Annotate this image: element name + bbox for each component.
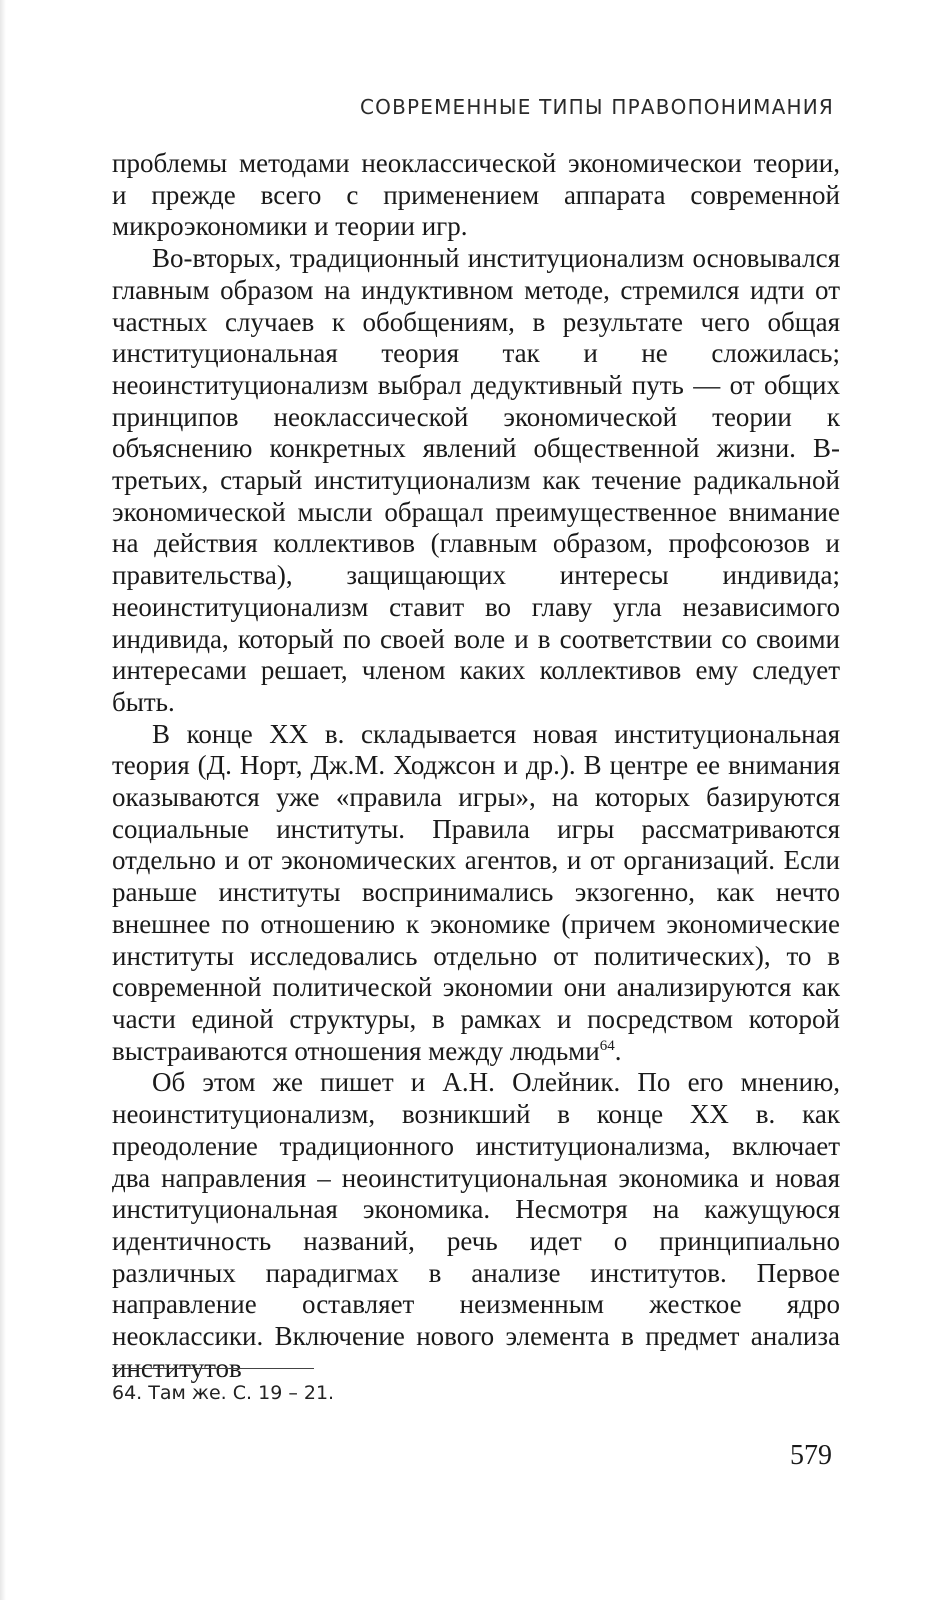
paragraph-2: Во-вторых, традиционный институционализм основывался главным образом на индуктивном методе, стремился идти от частных случаев к обобщениям, в результате чего общая институциональная теория так и не сложилась; неоинституционализм выбрал дедуктивный путь — от общих принципов неоклассической экономической теории к объяснению конкретных явлений общественной жизни. В-третьих, старый институционализм как течение радикальной экономической мысли обращал преимущественное внимание на действия коллективов (главным образом, профсоюзов и правительства), защищающих интересы индивида; неоинституционализм ставит во главу угла независимого индивида, который по своей воле и в соответствии со своими интересами решает, членом каких коллективов ему следует быть. <box>112 243 840 717</box>
footnote-64: 64. Там же. С. 19 – 21. <box>112 1382 335 1404</box>
paragraph-1: проблемы методами неоклассической экономическои теории, и прежде всего с применением аппарата современной микроэкономики и теории игр. <box>112 148 840 242</box>
body-text <box>112 148 840 1384</box>
page-number: 579 <box>790 1440 832 1471</box>
paragraph-4: Об этом же пишет и А.Н. Олейник. По его мнению, неоинституционализм, возникший в конце XX в. как преодоление традиционного институционализма, включает два направления – неоинституциональная экономика и новая институциональная экономика. Несмотря на кажущуюся идентичность названий, речь идет о принципиально различных парадигмах в анализе институтов. Первое направление оставляет неизменным жесткое ядро неоклассики. Включение нового элемента в предмет анализа институтов <box>112 1067 840 1383</box>
paragraph-3 <box>112 719 840 1068</box>
paragraph-3-text: В конце XX в. складывается новая институциональная теория (Д. Норт, Дж.М. Ходжсон и др.). В центре ее внимания оказываются уже «правила игры», на которых базируются социальные институты. Правила игры рассматриваются отдельно и от экономических агентов, и от организаций. Если раньше институты воспринимались экзогенно, как нечто внешнее по отношению к экономике (причем экономические институты исследовались отдельно от политических), то в современной политической экономии они анализируются как части единой структуры, в рамках и посредством которой выстраиваются отношения между людьми <box>112 718 840 1066</box>
footnote-divider <box>112 1368 314 1369</box>
paragraph-3-end: . <box>614 1035 622 1066</box>
running-head: СОВРЕМЕННЫЕ ТИПЫ ПРАВОПОНИМАНИЯ <box>359 95 834 119</box>
footnote-ref-64[interactable]: 64 <box>599 1037 615 1054</box>
scan-edge <box>0 0 6 1600</box>
